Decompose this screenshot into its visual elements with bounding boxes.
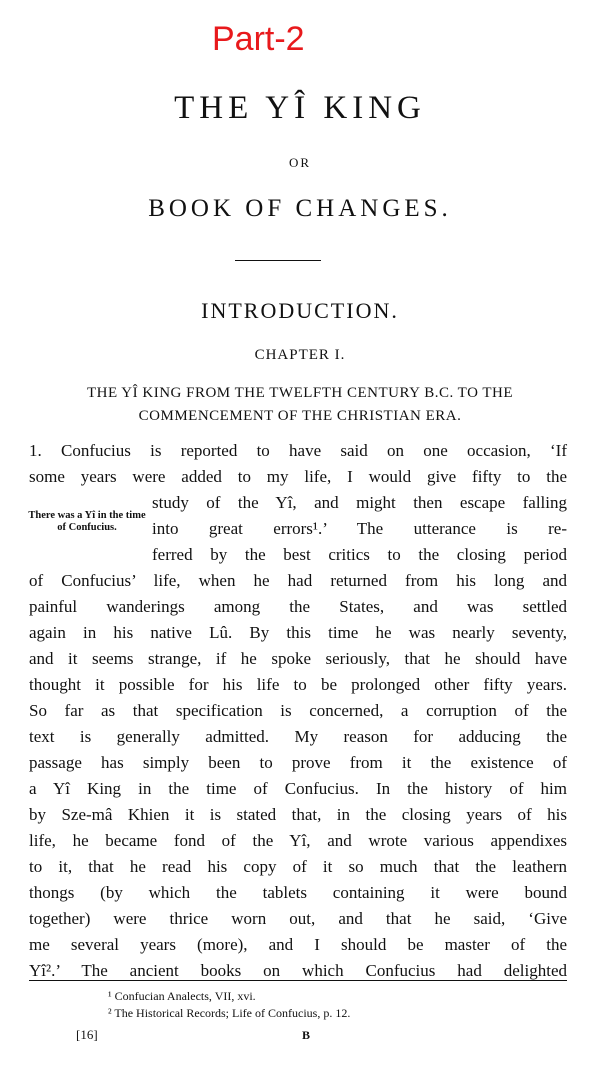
page-number: [16]: [76, 1027, 98, 1042]
title-divider: [235, 260, 321, 261]
footnote-divider: [29, 980, 567, 981]
footnote: ² The Historical Records; Life of Confucius, p. 12.: [108, 1006, 351, 1020]
body-line: again in his native Lû. By this time he was nearly seventy,: [29, 623, 567, 642]
body-line: me several years (more), and I should be master of the: [29, 935, 567, 954]
title-or: OR: [288, 155, 312, 170]
body-line: 1. Confucius is reported to have said on one occasion, ‘If: [29, 441, 567, 460]
body-line: ferred by the best critics to the closing period: [152, 545, 567, 564]
section-heading: INTRODUCTION.: [201, 298, 399, 323]
body-line: thought it possible for his life to be prolonged other fifty years.: [29, 675, 567, 694]
body-line: into great errors¹.’ The utterance is re-: [152, 519, 567, 538]
body-line: life, he became fond of the Yî, and wrote various appendixes: [29, 831, 567, 850]
body-line: to it, that he read his copy of it so much that the leathern: [29, 857, 567, 876]
body-line: Yî².’ The ancient books on which Confucius had delighted: [29, 961, 567, 980]
body-line: study of the Yî, and might then escape falling: [152, 493, 567, 512]
body-line: painful wanderings among the States, and was settled: [29, 597, 567, 616]
signature-mark: B: [302, 1028, 311, 1042]
chapter-title: THE YÎ KING FROM THE TWELFTH CENTURY B.C. TO THE COMMENCEMENT OF THE CHRISTIAN ERA.: [86, 385, 514, 424]
body-line: a Yî King in the time of Confucius. In the history of him: [29, 779, 567, 798]
footnote: ¹ Confucian Analects, VII, xvi.: [108, 989, 256, 1003]
body-line: by Sze-mâ Khien it is stated that, in the closing years of his: [29, 805, 567, 824]
body-line: of Confucius’ life, when he had returned from his long and: [29, 571, 567, 590]
body-line: and it seems strange, if he spoke seriously, that he should have: [29, 649, 567, 668]
part-label: Part-2: [212, 20, 305, 58]
chapter-heading: CHAPTER I.: [254, 347, 346, 363]
book-subtitle: BOOK OF CHANGES.: [148, 195, 452, 222]
body-line: passage has simply been to prove from it the existence of: [29, 753, 567, 772]
margin-note: There was a Yî in the time of Confucius.: [28, 510, 146, 533]
body-line: some years were added to my life, I would give fifty to the: [29, 467, 567, 486]
body-line: together) were thrice worn out, and that he said, ‘Give: [29, 909, 567, 928]
book-title: THE YÎ KING: [174, 90, 426, 126]
body-line: So far as that specification is concerned, a corruption of the: [29, 701, 567, 720]
body-line: thongs (by which the tablets containing it were bound: [29, 883, 567, 902]
body-line: text is generally admitted. My reason for adducing the: [29, 727, 567, 746]
